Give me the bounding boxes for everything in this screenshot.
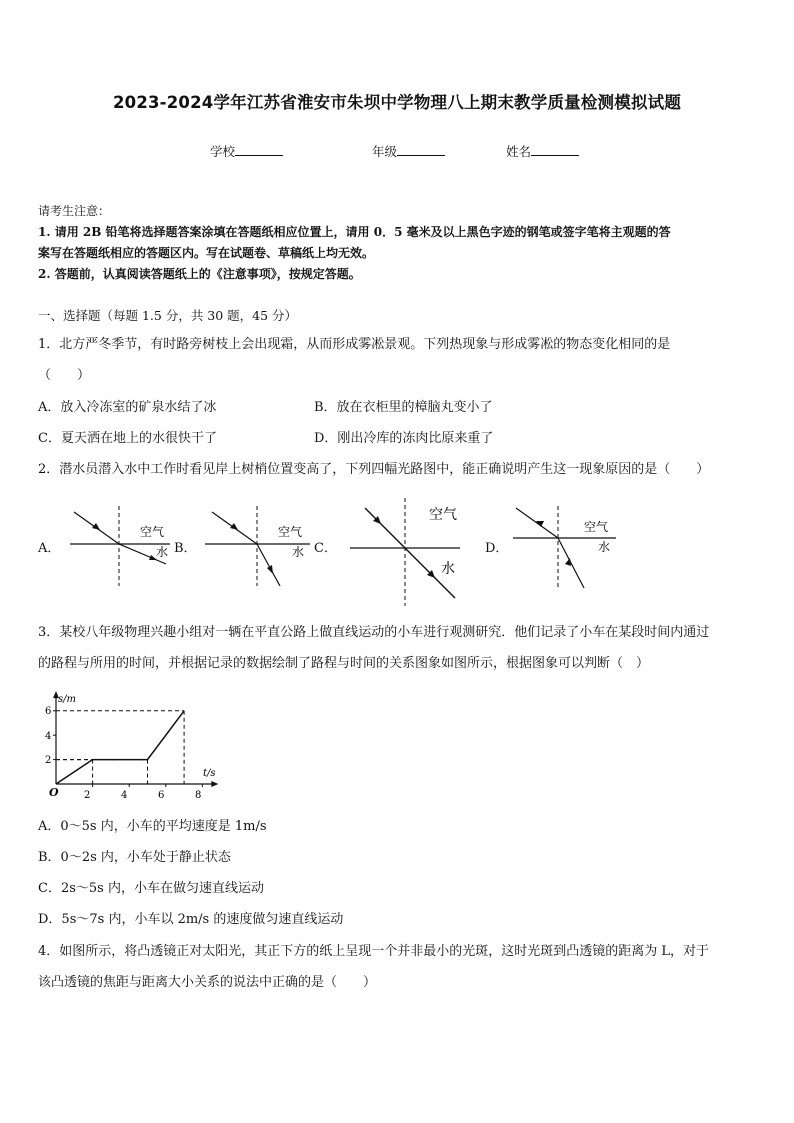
y-axis-label: s/m xyxy=(58,694,76,705)
question-1-option-d: D．刚出冷库的冻肉比原来重了 xyxy=(314,431,494,446)
water-label: 水 xyxy=(156,545,169,559)
name-blank xyxy=(531,143,579,156)
air-label: 空气 xyxy=(278,525,303,539)
notice-line-1: 1. 请用 2B 铅笔将选择题答案涂填在答题纸相应位置上，请用 0．5 毫米及以上黑色字迹的钢笔或签字笔将主观题的答 xyxy=(38,225,671,239)
notice-line-3: 2. 答题前，认真阅读答题纸上的《注意事项》，按规定答题。 xyxy=(38,267,361,281)
question-2-label-c: C． xyxy=(314,541,337,556)
air-label: 空气 xyxy=(584,520,609,534)
x-tick-6: 6 xyxy=(158,790,165,801)
exam-title: 2023-2024学年江苏省淮安市朱坝中学物理八上期末教学质量检测模拟试题 xyxy=(112,93,682,112)
light-path-diagram-b xyxy=(200,506,315,586)
question-1-stem: 1．北方严冬季节，有时路旁树枝上会出现霜，从而形成雾凇景观。下列热现象与形成雾凇的物态变化相同的是 xyxy=(38,337,671,352)
x-axis-label: t/s xyxy=(203,768,216,779)
question-2-label-b: B． xyxy=(174,541,197,556)
x-tick-2: 2 xyxy=(84,790,91,801)
y-tick-2: 2 xyxy=(45,755,52,766)
question-4-stem-line-1: 4．如图所示，将凸透镜正对太阳光，其正下方的纸上呈现一个并非最小的光斑，这时光斑到凸透镜的距离为 L，对于 xyxy=(38,944,710,959)
question-4-stem-line-2: 该凸透镜的焦距与距离大小关系的说法中正确的是（ ） xyxy=(38,975,377,990)
question-1-blank: （ ） xyxy=(38,368,91,383)
question-1-option-c: C．夏天洒在地上的水很快干了 xyxy=(38,431,217,446)
question-1-option-a: A．放入冷冻室的矿泉水结了冰 xyxy=(38,400,217,415)
school-blank xyxy=(235,143,283,156)
school-field xyxy=(210,142,283,160)
name-field xyxy=(506,142,579,160)
y-tick-6: 6 xyxy=(45,706,52,717)
question-3-option-b: B．0～2s 内，小车处于静止状态 xyxy=(38,850,231,865)
question-3-option-d: D．5s～7s 内，小车以 2m/s 的速度做匀速直线运动 xyxy=(38,912,344,927)
question-1-option-b: B．放在衣柜里的樟脑丸变小了 xyxy=(314,400,493,415)
notice-heading: 请考生注意： xyxy=(38,204,111,218)
grade-blank xyxy=(397,143,445,156)
question-2-label-d: D． xyxy=(485,541,509,556)
water-label: 水 xyxy=(441,561,455,577)
grade-field xyxy=(372,142,445,160)
x-axis-arrow xyxy=(211,781,218,787)
light-path-diagram-a xyxy=(60,506,175,586)
question-3-stem-line-2: 的路程与所用的时间，并根据记录的数据绘制了路程与时间的关系图象如图所示，根据图象可以判断（ ） xyxy=(38,656,650,671)
origin-label: O xyxy=(49,786,59,799)
water-label: 水 xyxy=(292,545,305,559)
school-label: 学校 xyxy=(210,144,236,159)
section-heading: 一、选择题（每题 1.5 分，共 30 题，45 分） xyxy=(38,308,298,323)
question-3-option-a: A．0～5s 内，小车的平均速度是 1m/s xyxy=(38,819,267,834)
x-tick-4: 4 xyxy=(121,790,128,801)
light-path-diagram-c xyxy=(345,498,475,606)
air-label: 空气 xyxy=(429,507,457,523)
question-3-option-c: C．2s～5s 内，小车在做匀速直线运动 xyxy=(38,881,264,896)
distance-time-line xyxy=(56,711,184,784)
notice-line-2: 案写在答题纸相应的答题区内。写在试题卷、草稿纸上均无效。 xyxy=(38,246,375,260)
question-2-stem: 2．潜水员潜入水中工作时看见岸上树梢位置变高了，下列四幅光路图中，能正确说明产生这一现象原因的是（ ） xyxy=(38,462,710,477)
name-label: 姓名 xyxy=(506,144,532,159)
distance-time-graph xyxy=(34,688,224,803)
question-3-stem-line-1: 3．某校八年级物理兴趣小组对一辆在平直公路上做直线运动的小车进行观测研究．他们记录了小车在某段时间内通过 xyxy=(38,625,710,640)
air-label: 空气 xyxy=(140,525,165,539)
y-tick-4: 4 xyxy=(45,731,52,742)
grade-label: 年级 xyxy=(372,144,398,159)
light-path-diagram-d xyxy=(508,506,623,590)
water-label: 水 xyxy=(598,540,611,554)
x-tick-8: 8 xyxy=(195,790,202,801)
question-2-label-a: A． xyxy=(38,541,61,556)
